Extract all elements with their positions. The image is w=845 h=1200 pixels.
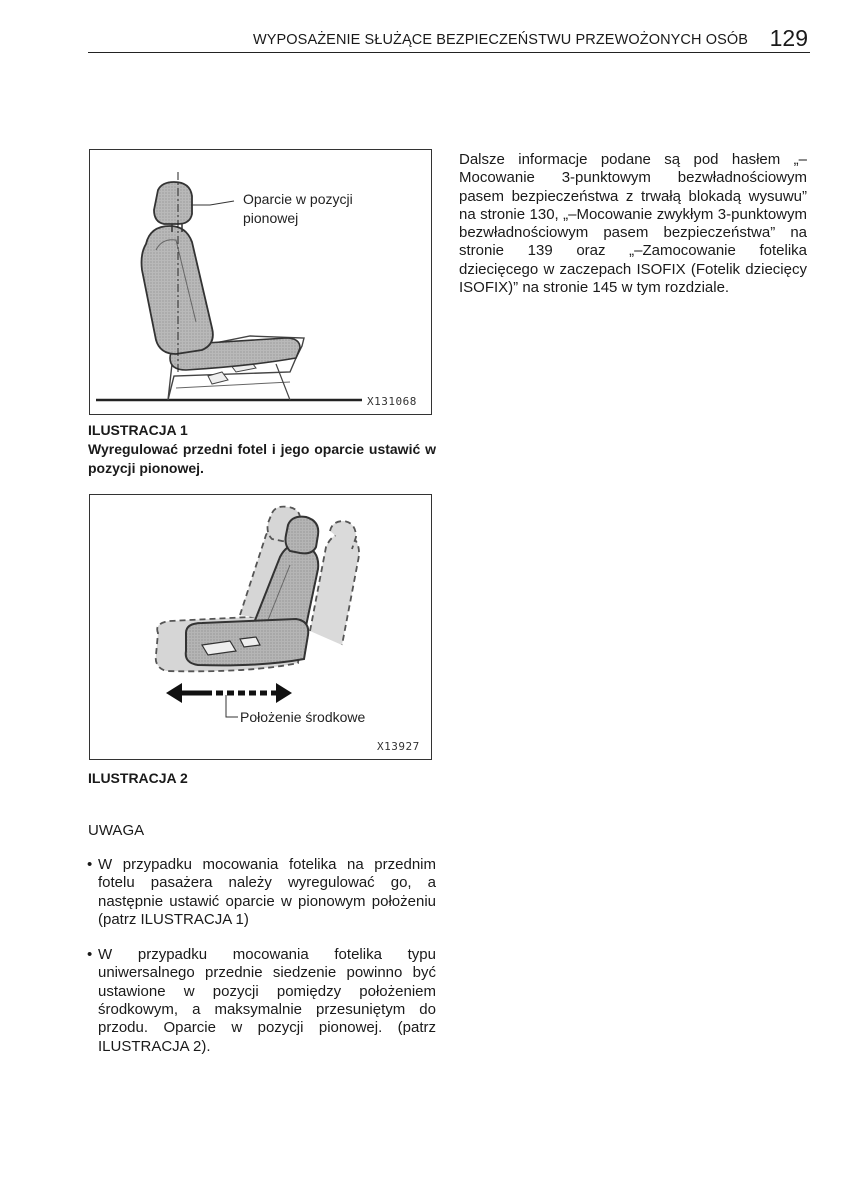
note-item [88,856,436,929]
figure-2-seat-middle-position [89,494,432,760]
figure-1-code: X131068 [367,395,417,408]
note-item [88,946,436,1056]
note-heading: UWAGA [88,822,145,839]
note-item-text: W przypadku mocowania fotelika na przednim fotelu pasażera należy wyregulować go, a następnie ustawić oparcie w pionowym położeniu (patrz ILUSTRACJA 1) [98,856,436,928]
middle-position-label: Położenie środkowe [240,709,366,725]
note-list [88,856,436,1073]
figure-1-caption-number: ILUSTRACJA 1 [88,422,188,438]
reference-paragraph: Dalsze informacje podane są pod hasłem „–Mocowanie 3-punktowym bezwładnościowym pasem bezpieczeństwa z trwałą blokadą wysuwu” na stronie 130, „–Mocowanie zwykłym 3-punktowym bezwładnościowym pasem bezpieczeństwa” na stronie 139 oraz „–Zamocowanie fotelika dziecięcego w zaczepach ISOFIX (Fotelik dziecięcy ISOFIX)” na stronie 145 w tym rozdziale. [459,151,807,297]
note-item-text: W przypadku mocowania fotelika typu uniwersalnego przednie siedzenie powinno być ustawione w pozycji pomiędzy położeniem środkowym, a maksymalnie przesuniętym do przodu. Oparcie w pozycji pionowej. (patrz ILUSTRACJA 2). [98,946,436,1055]
figure-1-caption-text: Wyregulować przedni fotel i jego oparcie ustawić w pozycji pionowej. [88,441,436,476]
bullet-icon: • [87,946,93,964]
figure-2-code: X13927 [377,740,420,753]
header-title: WYPOSAŻENIE SŁUŻĄCE BEZPIECZEŃSTWU PRZEWOŻONYCH OSÓB [252,32,748,48]
page-number: 129 [769,25,808,51]
bullet-icon: • [87,856,93,873]
backrest-upright-label: Oparcie w pozycji pionowej [243,191,353,226]
page-header [88,26,810,53]
figure-1-seat-upright [89,149,432,415]
figure-2-caption-number: ILUSTRACJA 2 [88,770,188,786]
